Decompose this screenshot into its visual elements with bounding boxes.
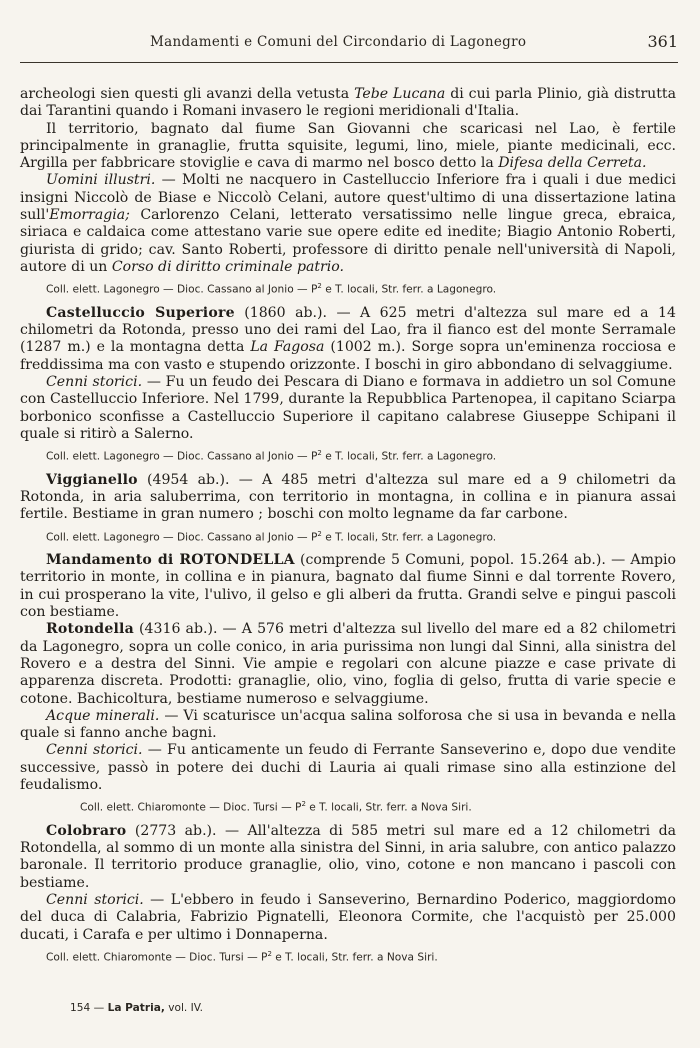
- electoral-note: Coll. elett. Lagonegro — Dioc. Cassano al Jonio — $P^2$ e T. locali, Str. ferr. a Lagonegro.: [46, 529, 497, 544]
- entry-title: Colobraro: [46, 822, 127, 839]
- paragraph: Uomini illustri. — Molti ne nacquero in Castelluccio Inferiore fra i quali i due medici insigni Niccolò de Biase e Niccolò Celani, autore quest'ultimo di una dissertazione latina sull'Emorragia; Carlorenzo Celani, letterato versatissimo nelle lingue greca, ebraica, siriaca e caldaica come attestano varie sue opere edite ed inedite; Biagio Antonio Roberti, giurista di grido; cav. Santo Roberti, professore di diritto penale nell'università di Napoli, autore di un Corso di diritto criminale patrio.: [20, 172, 676, 275]
- entry-title: Mandamento di ROTONDELLA: [46, 552, 295, 569]
- electoral-note: Coll. elett. Lagonegro — Dioc. Cassano al Jonio — $P^2$ e T. locali, Str. ferr. a Lagonegro.: [46, 449, 497, 463]
- entry-title: Rotondella: [46, 621, 134, 638]
- entry-title: Viggianello: [46, 471, 138, 488]
- electoral-note: Coll. elett. Chiaromonte — Dioc. Tursi — $P^2$ e T. locali, Str. ferr. a Nova Siri.: [80, 800, 472, 814]
- entry-mandamento-rotondella: Mandamento di ROTONDELLA (comprende 5 Comuni, popol. 15.264 ab.). — Ampio territorio in monte, in collina e in pianura, bagnato dal fiume Sinni e dal torrente Rovero, in cui prosperano la vite, l'ulivo, il gelso e gli alberi da frutta. Grandi selve e pingui pascoli con bestiame.: [20, 552, 676, 621]
- running-header: [20, 34, 678, 56]
- page-body: [20, 86, 676, 972]
- entry-title: Castelluccio Superiore: [46, 304, 235, 321]
- header-title: Mandamenti e Comuni del Circondario di Lagonegro: [150, 34, 527, 50]
- entry-castelluccio-superiore: Castelluccio Superiore (1860 ab.). — A 625 metri d'altezza sul mare ed a 14 chilometri da Rotonda, presso uno dei rami del Lao, fra il fianco est del monte Serramale (1287 m.) e la montagna detta La Fagosa (1002 m.). Sorge sopra un'eminenza rocciosa e freddissima ma con vasto e stupendo orizzonte. I boschi in giro abbondano di selvaggiume.: [20, 304, 676, 373]
- footer-signature: 154 — La Patria, vol. IV.: [70, 1002, 204, 1014]
- electoral-note: Coll. elett. Lagonegro — Dioc. Cassano al Jonio — $P^2$ e T. locali, Str. ferr. a Lagonegro.: [46, 282, 497, 296]
- paragraph: Acque minerali. — Vi scaturisce un'acqua salina solforosa che si usa in bevanda e nella quale si fanno anche bagni.: [20, 707, 676, 742]
- electoral-note: Coll. elett. Chiaromonte — Dioc. Tursi — $P^2$ e T. locali, Str. ferr. a Nova Siri.: [46, 949, 438, 964]
- entry-colobraro: Colobraro (2773 ab.). — All'altezza di 585 metri sul mare ed a 12 chilometri da Rotondella, al sommo di un monte alla sinistra del Sinni, in aria salubre, con antico palazzo baronale. Il territorio produce granaglie, olio, vino, cotone e non mancano i pascoli con bestiame.: [20, 822, 676, 891]
- header-rule: [20, 62, 678, 63]
- entry-rotondella: Rotondella (4316 ab.). — A 576 metri d'altezza sul livello del mare ed a 82 chilometri da Lagonegro, sopra un colle conico, in aria purissima non lungi dal Sinni, alla sinistra del Rovero e a destra del Sinni. Vie ampie e regolari con alcune piazze e case private di apparenza discreta. Prodotti: granaglie, olio, vino, foglia di gelso, frutta di varie specie e cotone. Bachicoltura, bestiame numeroso e selvaggiume.: [20, 621, 676, 707]
- paragraph: Cenni storici. — L'ebbero in feudo i Sanseverino, Bernardino Poderico, maggiordomo del duca di Calabria, Fabrizio Pignatelli, Eleonora Cormite, che l'acquistò per 25.000 ducati, i Carafa e per ultimo i Donnaperna.: [20, 892, 676, 943]
- page-number: 361: [647, 32, 678, 51]
- entry-viggianello: Viggianello (4954 ab.). — A 485 metri d'altezza sul mare ed a 9 chilometri da Rotonda, in aria saluberrima, con territorio in montagna, in collina e in pianura assai fertile. Bestiame in gran numero ; boschi con molto legname da far carbone.: [20, 471, 676, 523]
- paragraph: Cenni storici. — Fu un feudo dei Pescara di Diano e formava in addietro un sol Comune con Castelluccio Inferiore. Nel 1799, durante la Repubblica Partenopea, il capitano Sciarpa borbonico sconfisse a Castelluccio Superiore il capitano calabrese Giuseppe Schipani il quale si ritirò a Salerno.: [20, 373, 676, 442]
- paragraph: archeologi sien questi gli avanzi della vetusta Tebe Lucana di cui parla Plinio, già distrutta dai Tarantini quando i Romani invasero le regioni meridionali d'Italia.: [20, 86, 676, 120]
- paragraph: Cenni storici. — Fu anticamente un feudo di Ferrante Sanseverino e, dopo due vendite successive, passò in potere dei duchi di Lauria ai quali rimase sino alla estinzione del feudalismo.: [20, 742, 676, 793]
- paragraph: Il territorio, bagnato dal fiume San Giovanni che scaricasi nel Lao, è fertile principalmente in granaglie, frutta squisite, legumi, lino, miele, piante medicinali, ecc. Argilla per fabbricare stoviglie e cava di marmo nel bosco detto la Difesa della Cerreta.: [20, 120, 676, 172]
